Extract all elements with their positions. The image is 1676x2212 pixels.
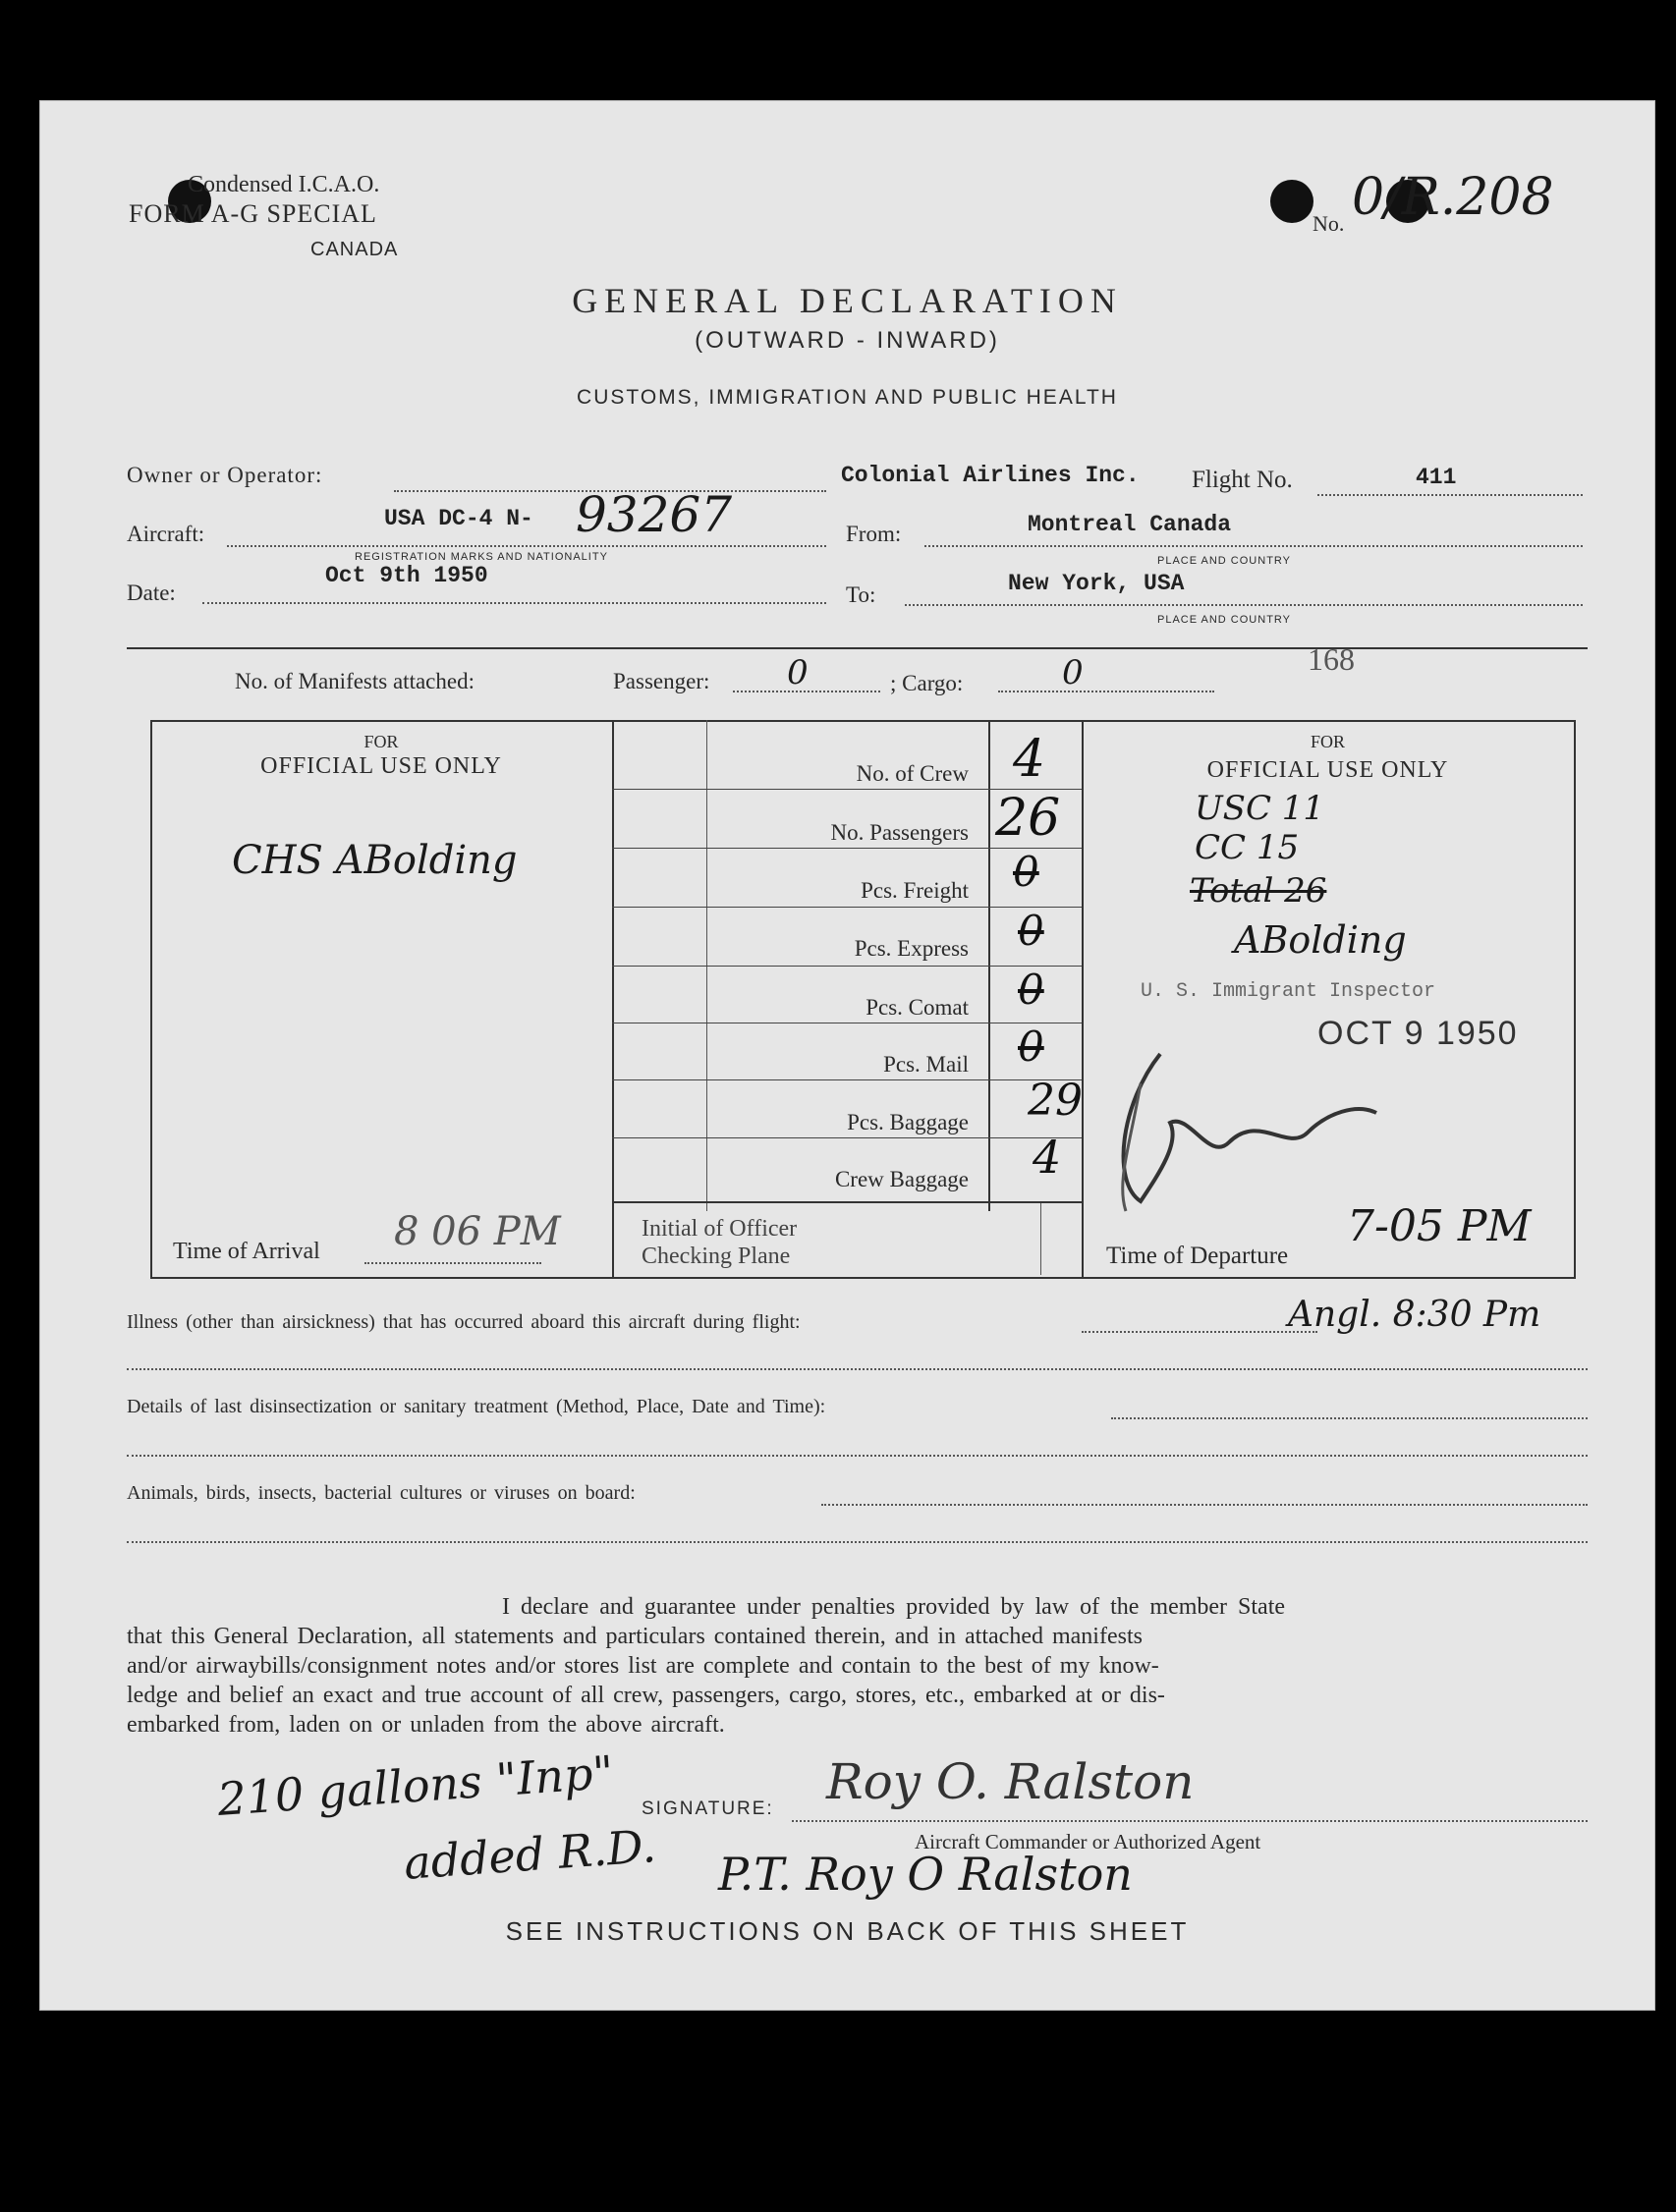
count-label: Pcs. Freight bbox=[861, 878, 969, 903]
arrival-value: 8 06 PM bbox=[394, 1209, 561, 1254]
from-label: From: bbox=[846, 522, 902, 546]
aircraft-value: USA DC-4 N- bbox=[384, 506, 533, 531]
count-label: Pcs. Express bbox=[854, 936, 969, 961]
arrival-label: Time of Arrival bbox=[173, 1239, 320, 1264]
form-number-label: No. bbox=[1313, 211, 1345, 236]
declaration-sheet bbox=[39, 100, 1655, 2011]
page-subheading: CUSTOMS, IMMIGRATION AND PUBLIC HEALTH bbox=[577, 386, 1118, 409]
owner-value: Colonial Airlines Inc. bbox=[841, 463, 1140, 488]
from-sub: PLACE AND COUNTRY bbox=[1157, 555, 1291, 567]
illness-label: Illness (other than airsickness) that has occurred aboard this aircraft during flight: bbox=[127, 1311, 801, 1333]
fuel-note-2: added R.D. bbox=[402, 1819, 658, 1890]
disinsect-label: Details of last disinsectization or sanitary treatment (Method, Place, Date and Time): bbox=[127, 1396, 826, 1417]
count-value: 0 bbox=[1018, 1023, 1044, 1071]
count-label: Pcs. Comat bbox=[866, 995, 969, 1020]
aircraft-label: Aircraft: bbox=[127, 522, 205, 546]
left-official: OFFICIAL USE ONLY bbox=[260, 753, 502, 779]
form-number-value: 0/R.208 bbox=[1352, 168, 1554, 227]
count-label: No. Passengers bbox=[830, 820, 969, 845]
commander-label: Aircraft Commander or Authorized Agent bbox=[915, 1830, 1261, 1853]
signature-2: P.T. Roy O Ralston bbox=[718, 1848, 1133, 1901]
passenger-label: Passenger: bbox=[613, 669, 710, 693]
initial-label-1: Initial of Officer bbox=[642, 1216, 798, 1242]
owner-label: Owner or Operator: bbox=[127, 463, 323, 487]
declaration-line: that this General Declaration, all statements and particulars contained therein, and in attached manifests bbox=[127, 1624, 1143, 1649]
form-line-1: Condensed I.C.A.O. bbox=[188, 172, 380, 197]
right-note-1: USC 11 bbox=[1195, 789, 1325, 828]
cargo-label: ; Cargo: bbox=[890, 671, 964, 695]
date-stamp: OCT 9 1950 bbox=[1317, 1015, 1519, 1052]
right-note-3: Total 26 bbox=[1190, 871, 1327, 911]
departure-value: 7-05 PM bbox=[1347, 1201, 1532, 1251]
right-note-4: ABolding bbox=[1234, 918, 1407, 962]
manifest-extra: 168 bbox=[1308, 641, 1355, 677]
count-label: Crew Baggage bbox=[834, 1167, 969, 1191]
to-sub: PLACE AND COUNTRY bbox=[1157, 614, 1291, 626]
count-label: Pcs. Baggage bbox=[847, 1110, 969, 1134]
manifests-label: No. of Manifests attached: bbox=[235, 669, 475, 693]
count-value: 0 bbox=[1018, 966, 1044, 1014]
inspector-stamp: U. S. Immigrant Inspector bbox=[1141, 980, 1436, 1003]
aircraft-sub: REGISTRATION MARKS AND NATIONALITY bbox=[355, 551, 608, 563]
declaration-line: and/or airwaybills/consignment notes and/or stores list are complete and contain to the best of my know- bbox=[127, 1653, 1159, 1679]
count-value: 29 bbox=[1028, 1076, 1083, 1126]
count-value: 0 bbox=[1013, 848, 1039, 896]
to-label: To: bbox=[846, 582, 876, 607]
fuel-note-1: 210 gallons "Inp" bbox=[215, 1744, 616, 1827]
punch-hole bbox=[1270, 180, 1313, 223]
form-line-2: FORM A-G SPECIAL bbox=[129, 199, 377, 228]
date-value: Oct 9th 1950 bbox=[325, 563, 488, 588]
count-label: No. of Crew bbox=[856, 761, 969, 786]
right-official: OFFICIAL USE ONLY bbox=[1206, 757, 1449, 783]
cargo-value: 0 bbox=[1062, 653, 1084, 692]
count-value: 0 bbox=[1018, 907, 1044, 955]
right-for: FOR bbox=[1310, 732, 1345, 751]
animals-label: Animals, birds, insects, bacterial cultures or viruses on board: bbox=[127, 1482, 636, 1504]
left-for: FOR bbox=[363, 732, 399, 751]
count-label: Pcs. Mail bbox=[883, 1052, 969, 1077]
departure-label: Time of Departure bbox=[1106, 1243, 1289, 1269]
aircraft-handwritten: 93267 bbox=[576, 486, 733, 543]
right-note-2: CC 15 bbox=[1195, 828, 1300, 867]
count-value: 4 bbox=[1013, 730, 1046, 789]
to-value: New York, USA bbox=[1008, 571, 1185, 596]
count-value: 26 bbox=[995, 789, 1061, 848]
count-value: 4 bbox=[1033, 1131, 1062, 1184]
declaration-line: ledge and belief an exact and true account of all crew, passengers, cargo, stores, etc., embarked at or dis- bbox=[127, 1683, 1165, 1708]
official-signature bbox=[1101, 1024, 1514, 1221]
page-title: GENERAL DECLARATION bbox=[572, 281, 1123, 320]
declaration-line: I declare and guarantee under penalties provided by law of the member State bbox=[502, 1594, 1286, 1620]
instructions-note: SEE INSTRUCTIONS ON BACK OF THIS SHEET bbox=[505, 1916, 1190, 1946]
flight-label: Flight No. bbox=[1192, 467, 1293, 493]
initial-label-2: Checking Plane bbox=[642, 1244, 791, 1269]
from-value: Montreal Canada bbox=[1028, 512, 1232, 537]
date-label: Date: bbox=[127, 581, 176, 605]
signature-label: SIGNATURE: bbox=[642, 1798, 774, 1819]
declaration-line: embarked from, laden on or unladen from the above aircraft. bbox=[127, 1712, 725, 1738]
flight-value: 411 bbox=[1416, 465, 1457, 490]
passenger-value: 0 bbox=[787, 653, 809, 692]
form-line-3: CANADA bbox=[310, 239, 399, 260]
illness-value: Angl. 8:30 Pm bbox=[1288, 1295, 1541, 1335]
signature-value: Roy O. Ralston bbox=[826, 1753, 1195, 1810]
page-subtitle: (OUTWARD - INWARD) bbox=[695, 327, 1000, 354]
left-annotation: CHS ABolding bbox=[232, 838, 518, 883]
